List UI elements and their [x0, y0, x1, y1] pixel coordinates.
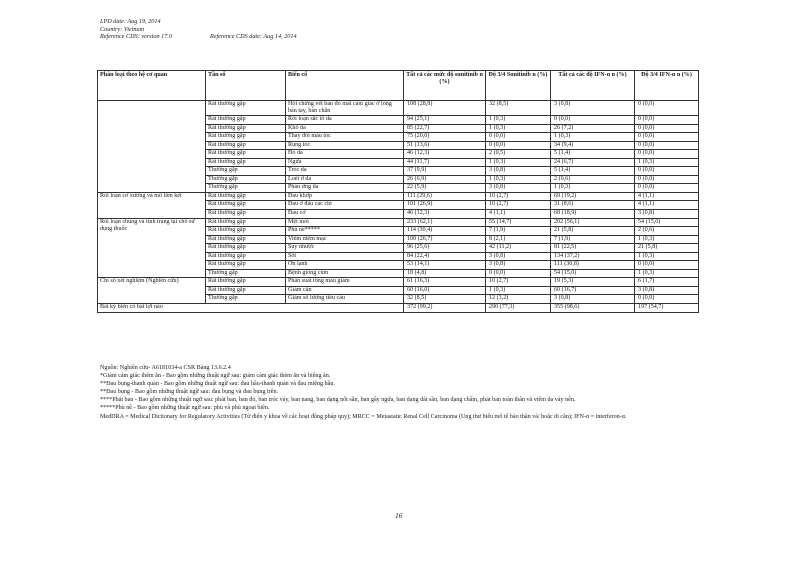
all-ifn-cell: 31 (8,6) — [551, 201, 635, 210]
all-ifn-cell: 7 (1,9) — [551, 235, 635, 244]
table-row — [98, 218, 699, 227]
cds-version: Reference CDS: version 17.0 — [100, 33, 172, 41]
page-number: 16 — [395, 511, 403, 520]
frequency-cell: Thường gặp — [206, 167, 286, 176]
document-header — [100, 18, 297, 41]
adverse-events-table — [97, 70, 699, 313]
grade34-ifn-cell: 4 (1,1) — [635, 192, 699, 201]
total-value-cell: 290 (77,3) — [486, 304, 551, 313]
lpd-date: LPD date: Aug 19, 2014 — [100, 18, 161, 25]
frequency-cell: Rất thường gặp — [206, 278, 286, 287]
footnote: MedDRA = Medical Dictionary for Regulatory Activities (Từ điển y khoa về các hoạt động pháp quy); MRCC = Metastatic Renal Cell Carcinoma (Ung thư biểu mô tế bào thận và/ hoặc di căn); IFN-α = interferon-α. — [100, 413, 627, 420]
soc-cell: Rối loạn chung và tình trạng tại chỗ sử dụng thuốc — [98, 218, 206, 278]
event-cell: Thay đổi màu tóc — [286, 133, 404, 142]
all-sunitinib-cell: 94 (25,1) — [404, 116, 486, 125]
frequency-cell: Rất thường gặp — [206, 210, 286, 219]
frequency-cell: Rất thường gặp — [206, 150, 286, 159]
all-sunitinib-cell: 61 (16,3) — [404, 278, 486, 287]
event-cell: Rối loạn sắc tố da — [286, 116, 404, 125]
all-sunitinib-cell: 18 (4,8) — [404, 269, 486, 278]
grade34-ifn-cell: 0 (0,0) — [635, 175, 699, 184]
grade34-ifn-cell: 2 (0,6) — [635, 227, 699, 236]
all-ifn-cell: 60 (16,7) — [551, 286, 635, 295]
footnote: *****Phù nề - Bao gồm những thuật ngữ sau: phù và phù ngoại biên. — [100, 405, 270, 412]
grade34-ifn-cell: 1 (0,3) — [635, 269, 699, 278]
all-sunitinib-cell: 85 (22,7) — [404, 124, 486, 133]
table-row — [98, 278, 699, 287]
event-cell: Phù nề***** — [286, 227, 404, 236]
soc-cell: Chỉ số xét nghiệm (Nghiên cứu) — [98, 278, 206, 304]
event-cell: Ớn lạnh — [286, 261, 404, 270]
event-cell: Viêm niêm mạc — [286, 235, 404, 244]
col-header-all-ifn: Tất cả các độ IFN-α n (%) — [551, 71, 635, 101]
grade34-sunitinib-cell: 0 (0,0) — [486, 269, 551, 278]
grade34-ifn-cell: 0 (0,0) — [635, 150, 699, 159]
all-ifn-cell: 1 (0,3) — [551, 133, 635, 142]
event-cell: Sốt — [286, 252, 404, 261]
grade34-sunitinib-cell: 8 (2,1) — [486, 235, 551, 244]
total-value-cell: 355 (98,6) — [551, 304, 635, 313]
event-cell: Giảm cân — [286, 286, 404, 295]
frequency-cell: Rất thường gặp — [206, 261, 286, 270]
grade34-sunitinib-cell: 3 (0,8) — [486, 252, 551, 261]
grade34-sunitinib-cell: 0 (0,0) — [486, 133, 551, 142]
grade34-ifn-cell: 0 (0,0) — [635, 295, 699, 304]
event-cell: Đau khớp — [286, 192, 404, 201]
all-ifn-cell: 0 (0,0) — [551, 116, 635, 125]
grade34-ifn-cell: 4 (1,1) — [635, 201, 699, 210]
grade34-sunitinib-cell: 10 (2,7) — [486, 192, 551, 201]
frequency-cell: Rất thường gặp — [206, 218, 286, 227]
soc-cell — [98, 101, 206, 193]
frequency-cell: Rất thường gặp — [206, 133, 286, 142]
grade34-ifn-cell: 0 (0,0) — [635, 101, 699, 116]
footnotes — [100, 364, 700, 421]
frequency-cell: Rất thường gặp — [206, 201, 286, 210]
event-cell: Phân suất tống máu giảm — [286, 278, 404, 287]
col-header-all-sunitinib: Tất cả các mức độ sunitinib n (%) — [404, 71, 486, 101]
all-ifn-cell: 26 (7,2) — [551, 124, 635, 133]
event-cell: Giảm số lượng tiểu cầu — [286, 295, 404, 304]
all-sunitinib-cell: 26 (6,9) — [404, 175, 486, 184]
event-cell: Rụng tóc — [286, 141, 404, 150]
footnote: *Giảm cảm giác thêm ăn - Bao gồm những thuật ngữ sau: giảm cảm giác thèm ăn và biếng ăn. — [100, 373, 331, 380]
grade34-ifn-cell: 1 (0,3) — [635, 252, 699, 261]
grade34-sunitinib-cell: 2 (0,5) — [486, 150, 551, 159]
all-ifn-cell: 5 (1,4) — [551, 150, 635, 159]
cds-date: Reference CDS date: Aug 14, 2014 — [209, 33, 297, 41]
footnote: ****Phát ban - Bao gồm những thuật ngữ sau: phát ban, ban đỏ, ban tróc vảy, ban nang, ban dạng nốt sần, ban gây ngứa, ban dạng dát sần, ban dạng chấm, phát ban toàn thân và viêm da vảy nến. — [100, 397, 576, 404]
all-sunitinib-cell: 233 (62,1) — [404, 218, 486, 227]
grade34-ifn-cell: 1 (0,3) — [635, 158, 699, 167]
event-cell: Ngứa — [286, 158, 404, 167]
all-ifn-cell: 134 (37,2) — [551, 252, 635, 261]
grade34-sunitinib-cell: 7 (1,9) — [486, 227, 551, 236]
all-ifn-cell: 24 (6,7) — [551, 158, 635, 167]
grade34-ifn-cell: 0 (0,0) — [635, 167, 699, 176]
footnote: **Đau bụng - Bao gồm những thuật ngữ sau: đau bụng và đau bụng trên. — [100, 389, 279, 396]
all-ifn-cell: 19 (5,3) — [551, 278, 635, 287]
grade34-sunitinib-cell: 10 (2,7) — [486, 278, 551, 287]
grade34-ifn-cell: 6 (1,7) — [635, 278, 699, 287]
total-value-cell: 197 (54,7) — [635, 304, 699, 313]
table-body — [98, 101, 699, 313]
frequency-cell: Thường gặp — [206, 184, 286, 193]
all-ifn-cell: 34 (9,4) — [551, 141, 635, 150]
all-sunitinib-cell: 75 (20,0) — [404, 133, 486, 142]
all-sunitinib-cell: 53 (14,1) — [404, 261, 486, 270]
all-sunitinib-cell: 101 (26,9) — [404, 201, 486, 210]
grade34-sunitinib-cell: 1 (0,3) — [486, 116, 551, 125]
all-sunitinib-cell: 37 (9,9) — [404, 167, 486, 176]
grade34-ifn-cell: 1 (0,3) — [635, 235, 699, 244]
event-cell: Suy nhược — [286, 244, 404, 253]
all-ifn-cell: 21 (5,8) — [551, 227, 635, 236]
grade34-ifn-cell: 54 (15,0) — [635, 218, 699, 227]
all-sunitinib-cell: 32 (8,5) — [404, 295, 486, 304]
all-sunitinib-cell: 51 (13,6) — [404, 141, 486, 150]
all-ifn-cell: 202 (56,1) — [551, 218, 635, 227]
event-cell: Khô da — [286, 124, 404, 133]
col-header-event: Biến cố — [286, 71, 404, 101]
grade34-sunitinib-cell: 0 (0,0) — [486, 141, 551, 150]
grade34-sunitinib-cell: 1 (0,3) — [486, 124, 551, 133]
all-sunitinib-cell: 60 (16,0) — [404, 286, 486, 295]
all-sunitinib-cell: 114 (30,4) — [404, 227, 486, 236]
col-header-soc: Phân loại theo hệ cơ quan — [98, 71, 206, 101]
footnote: **Đau bụng-thanh quản - Bao gồm những thuật ngữ sau: đau hầu-thanh quản và đau miệng hầu. — [100, 381, 335, 388]
grade34-sunitinib-cell: 3 (0,8) — [486, 261, 551, 270]
all-sunitinib-cell: 111 (29,6) — [404, 192, 486, 201]
grade34-ifn-cell: 3 (0,8) — [635, 210, 699, 219]
event-cell: Loét ở da — [286, 175, 404, 184]
grade34-sunitinib-cell: 10 (2,7) — [486, 201, 551, 210]
total-label: Bất kỳ biến cố bất lợi nào — [98, 304, 404, 313]
grade34-sunitinib-cell: 4 (1,1) — [486, 210, 551, 219]
all-sunitinib-cell: 108 (28,8) — [404, 101, 486, 116]
table-row — [98, 192, 699, 201]
col-header-grade34-ifn: Độ 3/4 IFN-α n (%) — [635, 71, 699, 101]
event-cell: Hội chứng vết ban đỏ mất cảm giác ở lòng bàn tay, bàn chân — [286, 101, 404, 116]
all-sunitinib-cell: 46 (12,3) — [404, 210, 486, 219]
frequency-cell: Rất thường gặp — [206, 158, 286, 167]
frequency-cell: Rất thường gặp — [206, 116, 286, 125]
grade34-sunitinib-cell: 42 (11,2) — [486, 244, 551, 253]
grade34-sunitinib-cell: 1 (0,3) — [486, 175, 551, 184]
soc-cell: Rối loạn cơ xương và mô liên kết — [98, 192, 206, 218]
grade34-ifn-cell: 21 (5,8) — [635, 244, 699, 253]
frequency-cell: Rất thường gặp — [206, 244, 286, 253]
frequency-cell: Rất thường gặp — [206, 141, 286, 150]
grade34-sunitinib-cell: 3 (0,8) — [486, 184, 551, 193]
frequency-cell: Rất thường gặp — [206, 192, 286, 201]
grade34-sunitinib-cell: 1 (0,3) — [486, 286, 551, 295]
footnote: Nguồn: Nghiên cứu- A6181034-a CSR Bảng 13.6.2.4 — [100, 365, 231, 371]
frequency-cell: Rất thường gặp — [206, 235, 286, 244]
grade34-sunitinib-cell: 3 (0,8) — [486, 167, 551, 176]
all-sunitinib-cell: 84 (22,4) — [404, 252, 486, 261]
all-ifn-cell: 2 (0,6) — [551, 175, 635, 184]
grade34-sunitinib-cell: 55 (14,7) — [486, 218, 551, 227]
all-sunitinib-cell: 44 (11,7) — [404, 158, 486, 167]
all-ifn-cell: 5 (1,4) — [551, 167, 635, 176]
col-header-grade34-sunitinib: Độ 3/4 Sunitinib n (%) — [486, 71, 551, 101]
grade34-ifn-cell: 0 (0,0) — [635, 141, 699, 150]
all-ifn-cell: 68 (18,9) — [551, 210, 635, 219]
grade34-sunitinib-cell: 1 (0,3) — [486, 158, 551, 167]
col-header-frequency: Tần số — [206, 71, 286, 101]
frequency-cell: Thường gặp — [206, 175, 286, 184]
all-sunitinib-cell: 46 (12,3) — [404, 150, 486, 159]
frequency-cell: Rất thường gặp — [206, 101, 286, 116]
event-cell: Đau cơ — [286, 210, 404, 219]
all-ifn-cell: 3 (0,8) — [551, 295, 635, 304]
all-ifn-cell: 81 (22,5) — [551, 244, 635, 253]
country: Country: Vietnam — [100, 25, 145, 33]
all-ifn-cell: 1 (0,3) — [551, 184, 635, 193]
event-cell: Bệnh giống cúm — [286, 269, 404, 278]
frequency-cell: Thường gặp — [206, 295, 286, 304]
frequency-cell: Rất thường gặp — [206, 252, 286, 261]
grade34-ifn-cell: 0 (0,0) — [635, 116, 699, 125]
event-cell: Đỏ da — [286, 150, 404, 159]
all-ifn-cell: 3 (0,8) — [551, 101, 635, 116]
total-row — [98, 304, 699, 313]
frequency-cell: Rất thường gặp — [206, 286, 286, 295]
event-cell: Phản ứng da — [286, 184, 404, 193]
all-sunitinib-cell: 100 (26,7) — [404, 235, 486, 244]
grade34-ifn-cell: 0 (0,0) — [635, 261, 699, 270]
frequency-cell: Thường gặp — [206, 269, 286, 278]
all-sunitinib-cell: 96 (25,6) — [404, 244, 486, 253]
grade34-sunitinib-cell: 32 (8,5) — [486, 101, 551, 116]
event-cell: Đau ở đầu các chi — [286, 201, 404, 210]
table-row — [98, 101, 699, 116]
grade34-sunitinib-cell: 12 (3,2) — [486, 295, 551, 304]
grade34-ifn-cell: 0 (0,0) — [635, 184, 699, 193]
frequency-cell: Rất thường gặp — [206, 124, 286, 133]
grade34-ifn-cell: 0 (0,0) — [635, 124, 699, 133]
grade34-ifn-cell: 3 (0,8) — [635, 286, 699, 295]
table-header-row — [98, 71, 699, 101]
total-value-cell: 372 (99,2) — [404, 304, 486, 313]
event-cell: Tróc da — [286, 167, 404, 176]
event-cell: Mệt mỏi — [286, 218, 404, 227]
frequency-cell: Rất thường gặp — [206, 227, 286, 236]
all-ifn-cell: 111 (30,8) — [551, 261, 635, 270]
all-sunitinib-cell: 22 (5,9) — [404, 184, 486, 193]
all-ifn-cell: 54 (15,0) — [551, 269, 635, 278]
all-ifn-cell: 69 (19,2) — [551, 192, 635, 201]
grade34-ifn-cell: 0 (0,0) — [635, 133, 699, 142]
